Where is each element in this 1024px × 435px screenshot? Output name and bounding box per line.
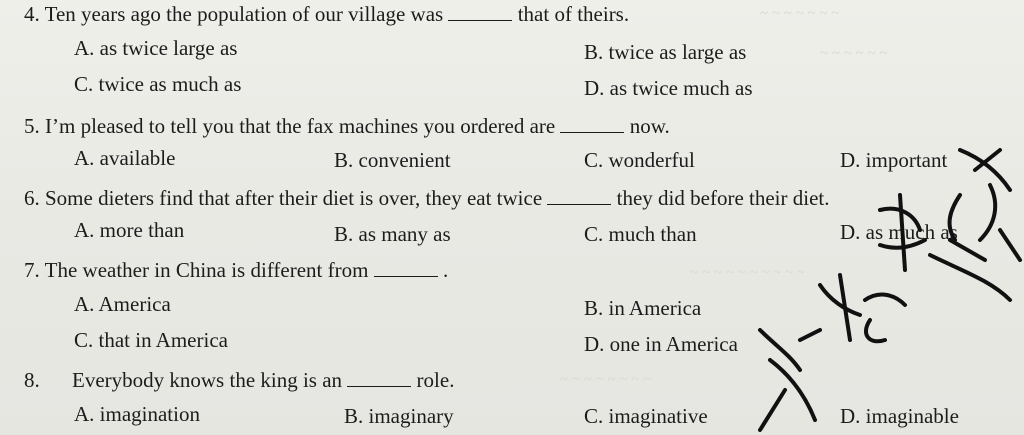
- question-5-stem: [24, 114, 670, 138]
- question-number: 7.: [24, 258, 40, 282]
- question-7-stem: [24, 258, 448, 282]
- question-4-stem: [24, 2, 629, 26]
- option-a[interactable]: A. available: [74, 146, 176, 170]
- question-number: 4.: [24, 2, 40, 26]
- option-b[interactable]: B. imaginary: [344, 404, 454, 428]
- question-8-stem: [24, 368, 454, 392]
- option-d[interactable]: D. as much as: [840, 220, 958, 244]
- option-c[interactable]: C. much than: [584, 222, 697, 246]
- bleed-through: ~ ~ ~ ~ ~ ~ ~ ~ ~ ~: [690, 265, 805, 281]
- question-6-stem: [24, 186, 830, 210]
- option-b[interactable]: B. as many as: [334, 222, 451, 246]
- option-c[interactable]: C. imaginative: [584, 404, 708, 428]
- option-d[interactable]: D. as twice much as: [584, 76, 753, 100]
- option-b[interactable]: B. twice as large as: [584, 40, 747, 64]
- option-c[interactable]: C. wonderful: [584, 148, 695, 172]
- option-d[interactable]: D. important: [840, 148, 948, 172]
- question-number: 8.: [24, 368, 40, 392]
- option-d[interactable]: D. imaginable: [840, 404, 959, 428]
- answer-blank[interactable]: [448, 2, 512, 21]
- option-a[interactable]: A. more than: [74, 218, 185, 242]
- stem-text: The weather in China is different from: [44, 258, 369, 282]
- option-c[interactable]: C. that in America: [74, 328, 228, 352]
- stem-text: they did before their diet.: [616, 186, 830, 210]
- option-b[interactable]: B. convenient: [334, 148, 451, 172]
- option-a[interactable]: A. as twice large as: [74, 36, 238, 60]
- stem-text: Ten years ago the population of our village was: [44, 2, 444, 26]
- stem-text: role.: [416, 368, 455, 392]
- answer-blank[interactable]: [374, 258, 438, 277]
- option-a[interactable]: A. America: [74, 292, 171, 316]
- option-c[interactable]: C. twice as much as: [74, 72, 242, 96]
- answer-blank[interactable]: [547, 186, 611, 205]
- stem-text: Everybody knows the king is an: [72, 368, 343, 392]
- bleed-through: ~ ~ ~ ~ ~ ~ ~ ~: [560, 372, 652, 388]
- answer-blank[interactable]: [560, 114, 624, 133]
- stem-text: that of theirs.: [517, 2, 630, 26]
- question-number: 6.: [24, 186, 40, 210]
- option-b[interactable]: B. in America: [584, 296, 702, 320]
- stem-text: I’m pleased to tell you that the fax machines you ordered are: [45, 114, 556, 138]
- stem-text: now.: [629, 114, 670, 138]
- stem-text: .: [442, 258, 449, 282]
- question-number: 5.: [24, 114, 40, 138]
- bleed-through: ~ ~ ~ ~ ~ ~: [820, 46, 888, 62]
- option-d[interactable]: D. one in America: [584, 332, 738, 356]
- answer-blank[interactable]: [347, 368, 411, 387]
- stem-text: Some dieters find that after their diet is over, they eat twice: [45, 186, 543, 210]
- option-a[interactable]: A. imagination: [74, 402, 200, 426]
- bleed-through: ~ ~ ~ ~ ~ ~ ~: [760, 6, 840, 22]
